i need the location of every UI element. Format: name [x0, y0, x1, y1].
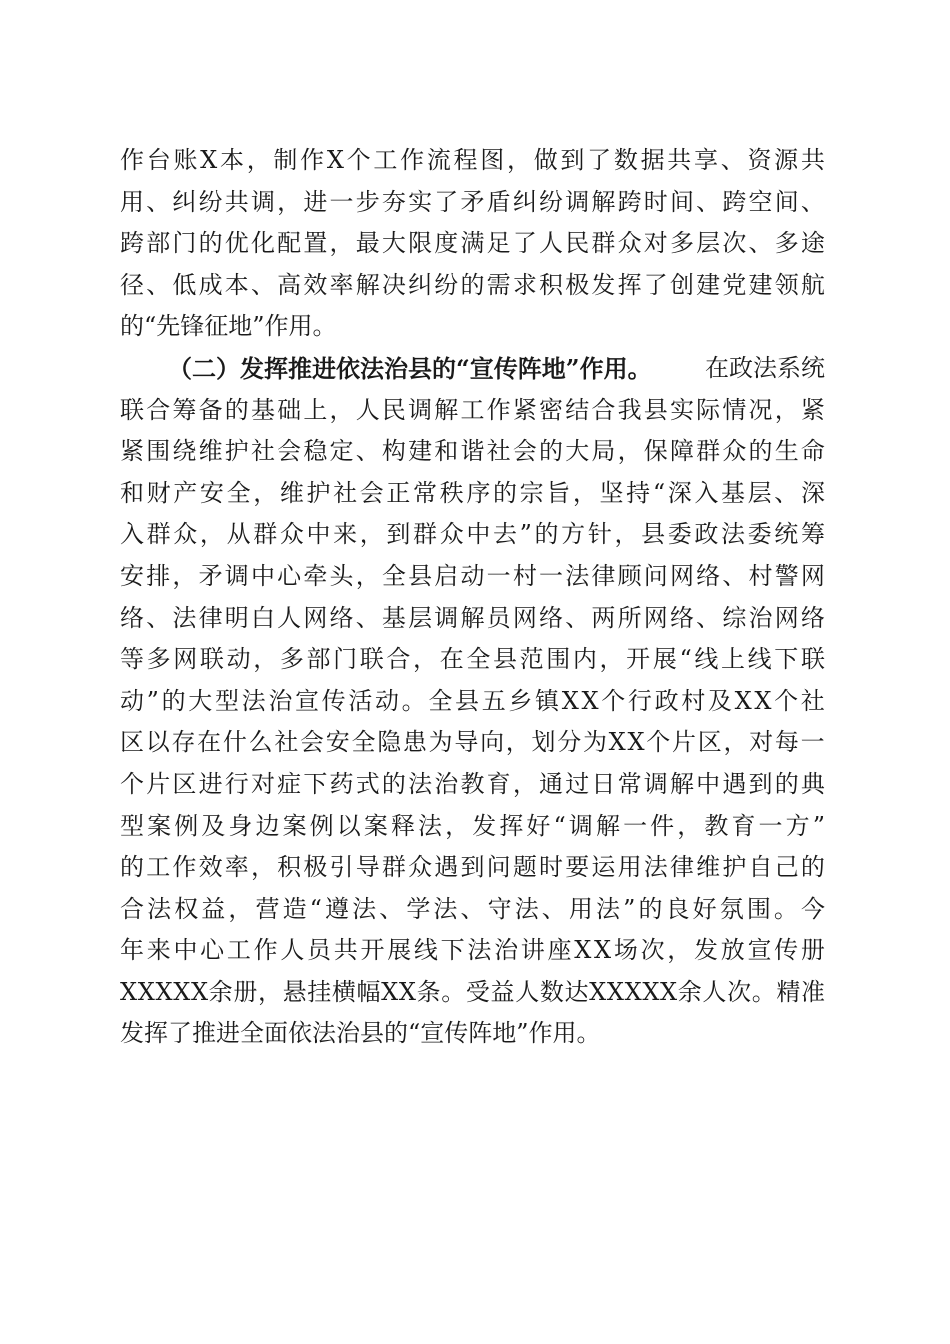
- text-line: 的“先锋征地”作用。: [120, 312, 337, 341]
- text-line: 等 多 网 联 动 ， 多 部 门 联 合 ， 在 全 县 范 围 内 ， 开 展 “ 线 上 线 下 联: [120, 645, 825, 674]
- text-line: 区 以 存 在 什 么 社 会 安 全 隐 患 为 导 向 ， 划 分 为 X X 个 片 区 ， 对 每 一: [120, 728, 825, 757]
- text-line: 络 、 法 律 明 白 人 网 络 、 基 层 调 解 员 网 络 、 两 所 网 络 、 综 治 网 络: [120, 603, 825, 632]
- text-line: 联 合 筹 备 的 基 础 上 ， 人 民 调 解 工 作 紧 密 结 合 我 县 实 际 情 况 ， 紧: [120, 395, 825, 424]
- text-line: 发挥了推进全面依法治县的“宣传阵地”作用。: [120, 1019, 601, 1048]
- paragraph-1: [120, 140, 825, 348]
- text-line: 紧 围 绕 维 护 社 会 稳 定 、 构 建 和 谐 社 会 的 大 局 ， 保 障 群 众 的 生 命: [120, 437, 825, 466]
- text-line: 径 、 低 成 本 、 高 效 率 解 决 纠 纷 的 需 求 积 极 发 挥 了 创 建 党 建 领 航: [120, 270, 825, 299]
- text-line: 跨 部 门 的 优 化 配 置 ， 最 大 限 度 满 足 了 人 民 群 众 对 多 层 次 、 多 途: [120, 229, 825, 258]
- text-line: 年 来 中 心 工 作 人 员 共 开 展 线 下 法 治 讲 座 X X 场 次 ， 发 放 宣 传 册: [120, 936, 825, 965]
- text-line: 型 案 例 及 身 边 案 例 以 案 释 法 ， 发 挥 好 “ 调 解 一 件 ， 教 育 一 方 ”: [120, 811, 825, 840]
- text-line: 动 ” 的 大 型 法 治 宣 传 活 动 。 全 县 五 乡 镇 X X 个 行 政 村 及 X X 个 社: [120, 686, 825, 715]
- text-line: 个 片 区 进 行 对 症 下 药 式 的 法 治 教 育 ， 通 过 日 常 调 解 中 遇 到 的 典: [120, 769, 825, 798]
- text-line: 合 法 权 益 ， 营 造 “ 遵 法 、 学 法 、 守 法 、 用 法 ” 的 良 好 氛 围 。 今: [120, 894, 825, 923]
- text-line: 和 财 产 安 全 ， 维 护 社 会 正 常 秩 序 的 宗 旨 ， 坚 持 “ 深 入 基 层 、 深: [120, 478, 825, 507]
- section-heading: （二）发挥推进依法治县的“宣传阵地”作用。: [168, 353, 652, 383]
- document-page: [120, 140, 825, 1055]
- text-line: 安 排 ， 矛 调 中 心 牵 头 ， 全 县 启 动 一 村 一 法 律 顾 问 网 络 、 村 警 网: [120, 561, 825, 590]
- text-line: 作 台 账 X 本 ， 制 作 X 个 工 作 流 程 图 ， 做 到 了 数 据 共 享 、 资 源 共: [120, 146, 825, 174]
- text-line: 的 工 作 效 率 ， 积 极 引 导 群 众 遇 到 问 题 时 要 运 用 法 律 维 护 自 己 的: [120, 853, 825, 882]
- paragraph-2: [120, 348, 825, 1055]
- heading-line-rest: 在政法系统: [705, 353, 825, 382]
- text-line: X X X X X 余 册 ， 悬 挂 横 幅 X X 条 。 受 益 人 数 达 X X X X X 余 人 次 。 精 准: [120, 977, 825, 1006]
- text-line: 入 群 众 ， 从 群 众 中 来 ， 到 群 众 中 去 ” 的 方 针 ， 县 委 政 法 委 统 筹: [120, 520, 825, 549]
- text-line: 用 、 纠 纷 共 调 ， 进 一 步 夯 实 了 矛 盾 纠 纷 调 解 跨 时 间 、 跨 空 间 、: [120, 187, 825, 216]
- paragraph-heading-line: [120, 348, 825, 390]
